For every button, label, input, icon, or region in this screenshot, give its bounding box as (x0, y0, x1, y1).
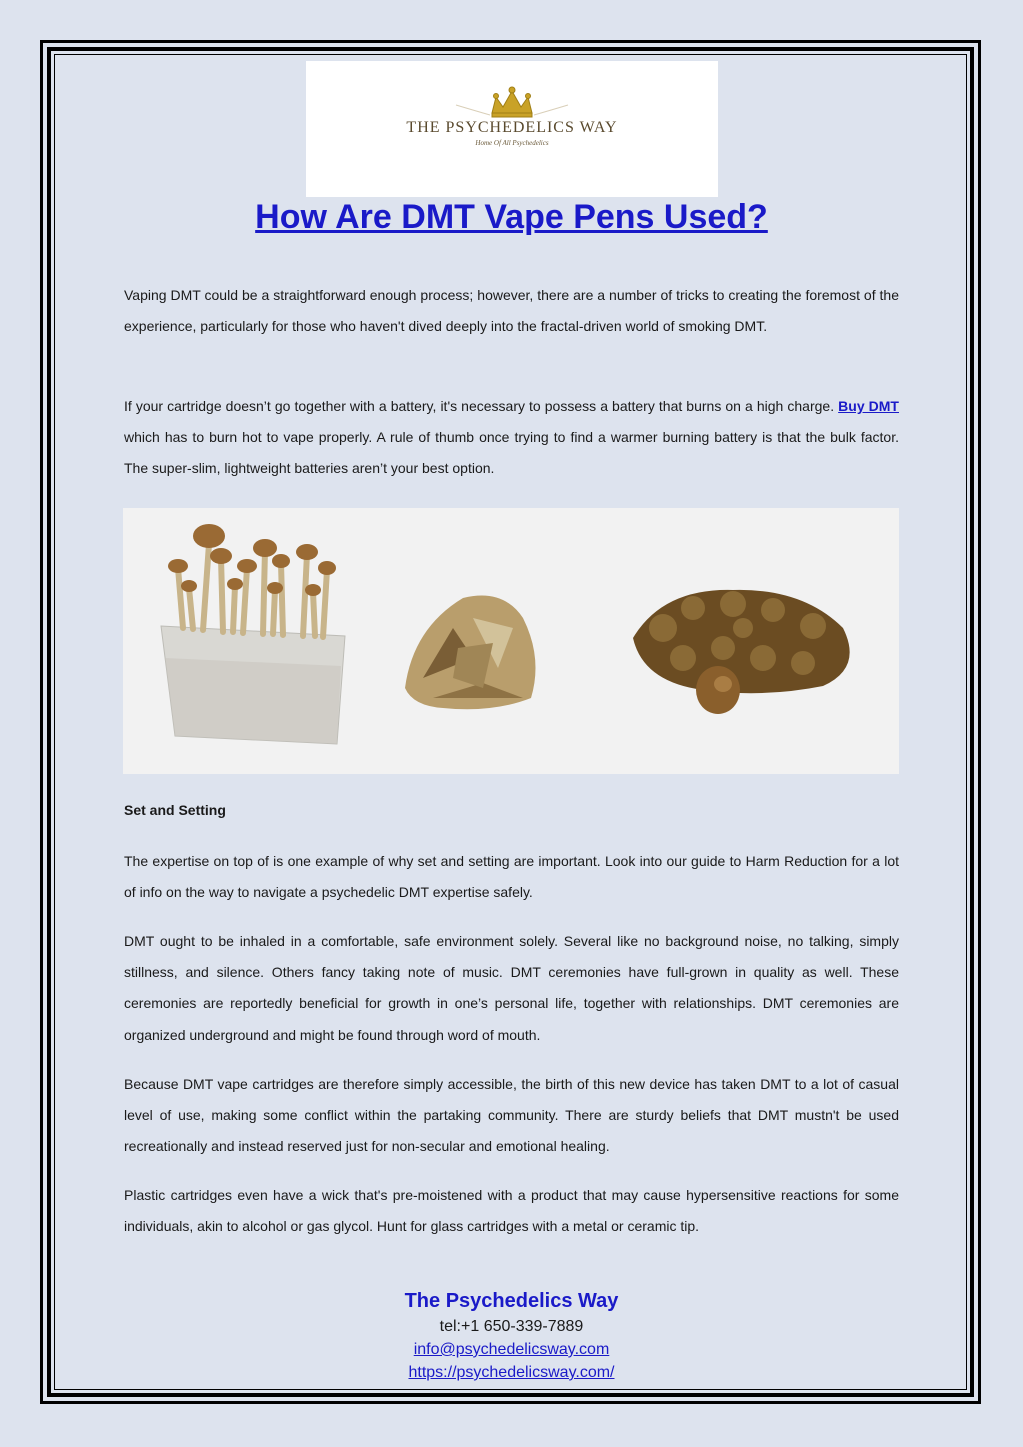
battery-paragraph (124, 391, 899, 485)
battery-text-before: If your cartridge doesn’t go together with a battery, it's necessary to possess a battery that burns on a high charge. (124, 398, 835, 414)
footer-company-name: The Psychedelics Way (404, 1290, 619, 1312)
buy-dmt-link[interactable]: Buy DMT (838, 398, 899, 414)
logo-tagline: Home Of All Psychedelics (475, 139, 549, 147)
brand-logo (306, 61, 718, 197)
set-setting-paragraph: The expertise on top of is one example of why set and setting are important. Look into our guide to Harm Reduction for a lot of info on the way to navigate a psychedelic DMT expertise safely. (124, 853, 899, 901)
footer-phone[interactable]: tel:+1 650-339-7889 (439, 1318, 584, 1335)
logo-wordmark: THE PSYCHEDELICS WAY (406, 119, 618, 136)
intro-paragraph: Vaping DMT could be a straightforward enough process; however, there are a number of tricks to creating the foremost of the experience, particularly for those who haven't dived deeply into the fractal-driven world of smoking DMT. (124, 287, 899, 335)
cartridges-paragraph: Because DMT vape cartridges are therefore simply accessible, the birth of this new device has taken DMT to a lot of casual level of use, making some conflict within the partaking community. There are sturdy beliefs that DMT mustn't be used recreationally and instead reserved just for non-secular and emotional healing. (124, 1076, 899, 1155)
environment-paragraph: DMT ought to be inhaled in a comfortable, safe environment solely. Several like no background noise, no talking, simply stillness, and silence. Others fancy taking note of music. DMT ceremonies have full-grown in quality as well. These ceremonies are reportedly beneficial for growth in one’s personal life, together with relationships. DMT ceremonies are organized underground and might be found through word of mouth. (124, 933, 899, 1043)
battery-text-after: which has to burn hot to vape properly. A rule of thumb once trying to find a warmer burning battery is that the bulk factor. The super-slim, lightweight batteries aren’t your best option. (124, 429, 899, 477)
footer-website-link[interactable]: https://psychedelicsway.com/ (408, 1364, 615, 1381)
section-heading: Set and Setting (124, 802, 226, 818)
product-photo (123, 508, 899, 774)
plastic-cartridges-paragraph: Plastic cartridges even have a wick that's pre-moistened with a product that may cause hypersensitive reactions for some individuals, akin to alcohol or gas glycol. Hunt for glass cartridges with a metal or ceramic tip. (124, 1187, 899, 1235)
page-title[interactable]: How Are DMT Vape Pens Used? (255, 198, 768, 236)
mushroom-photo-illustration (123, 508, 899, 774)
footer-email-link[interactable]: info@psychedelicsway.com (413, 1341, 610, 1358)
